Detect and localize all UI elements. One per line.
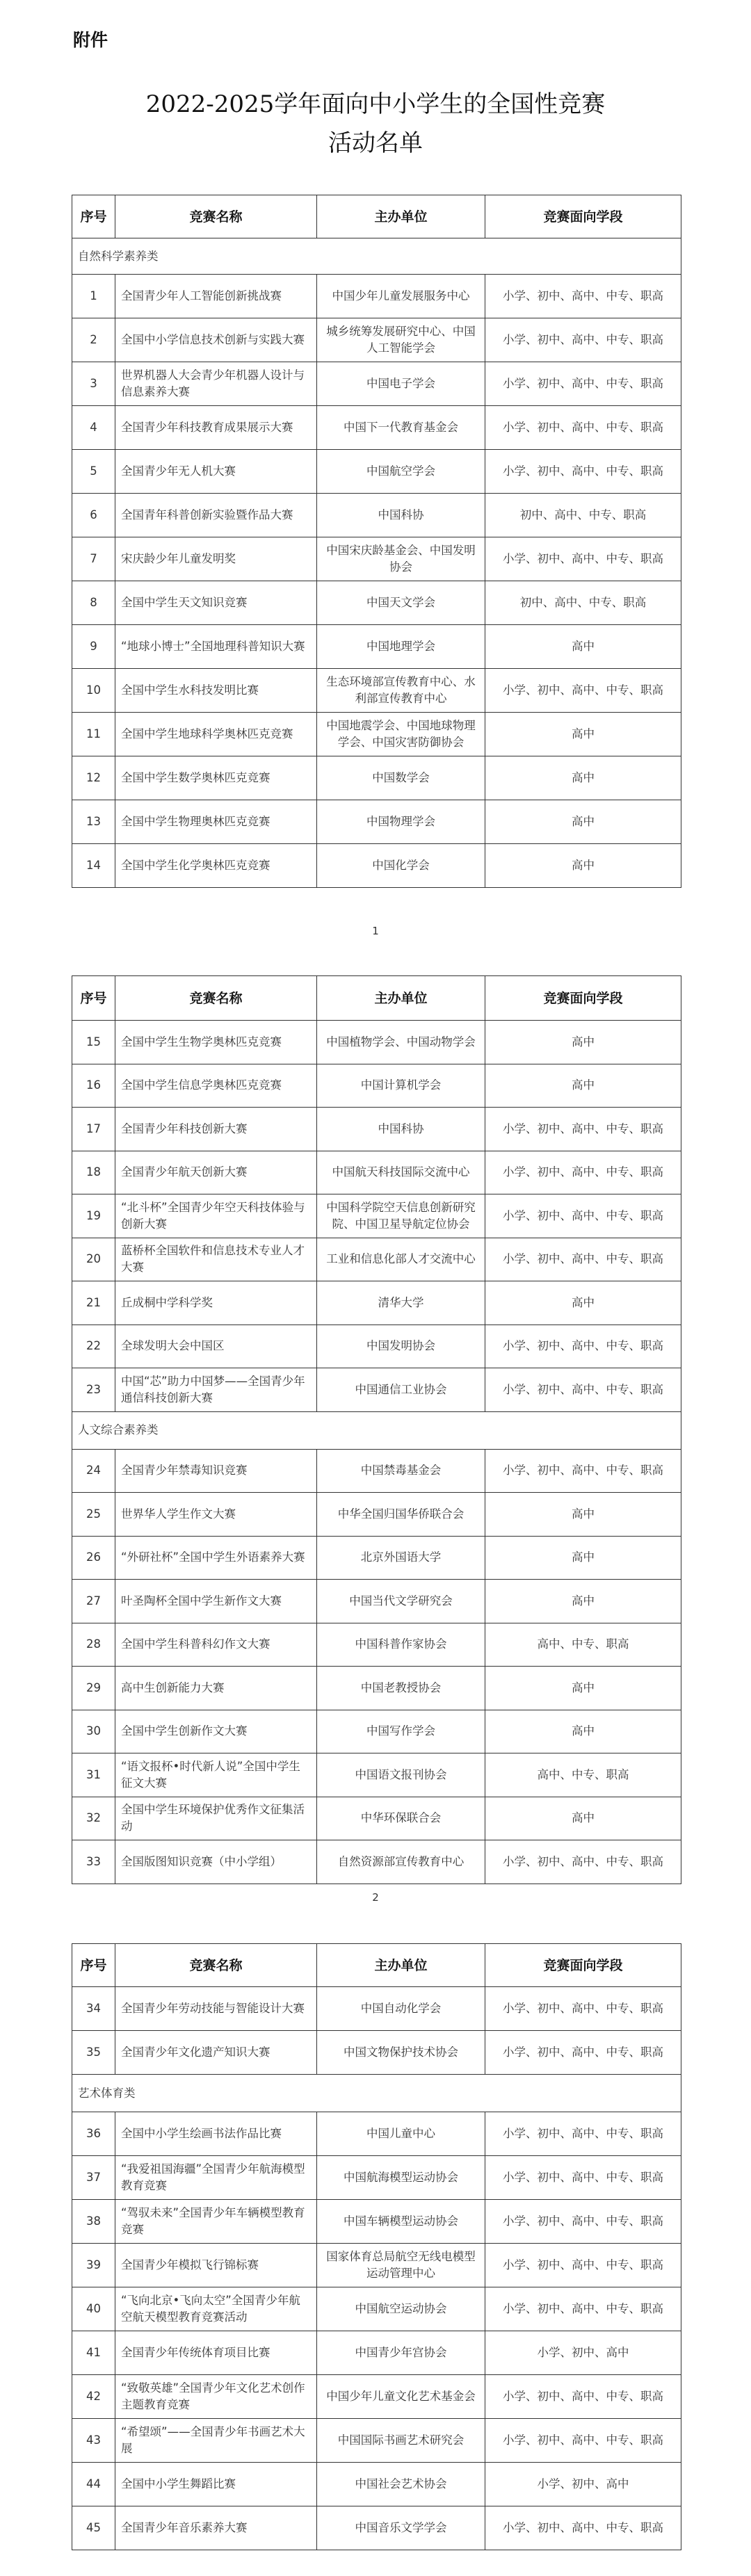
cell-organizer: 中国儿童中心 — [317, 2112, 485, 2156]
table-row — [72, 2112, 681, 2156]
cell-competition-name: “北斗杯”全国青少年空天科技体验与创新大赛 — [115, 1194, 317, 1238]
table-row — [72, 450, 681, 494]
cell-competition-name: 丘成桐中学科学奖 — [115, 1281, 317, 1325]
cell-organizer: 中国少年儿童发展服务中心 — [317, 275, 485, 318]
cell-organizer: 中国车辆模型运动协会 — [317, 2200, 485, 2244]
cell-no: 45 — [72, 2506, 115, 2550]
cell-organizer: 中国写作学会 — [317, 1710, 485, 1753]
cell-organizer: 中国航天科技国际交流中心 — [317, 1151, 485, 1194]
cell-target-level: 高中 — [485, 625, 681, 669]
cell-no: 39 — [72, 2244, 115, 2287]
cell-competition-name: “我爱祖国海疆”全国青少年航海模型教育竞赛 — [115, 2156, 317, 2200]
cell-competition-name: 全国中学生地球科学奥林匹克竞赛 — [115, 713, 317, 756]
table-row — [72, 275, 681, 318]
cell-no: 43 — [72, 2419, 115, 2463]
cell-no: 22 — [72, 1325, 115, 1368]
table-row — [72, 2244, 681, 2287]
cell-target-level: 高中 — [485, 756, 681, 800]
table-row — [72, 1449, 681, 1493]
cell-organizer: 中国科学院空天信息创新研究院、中国卫星导航定位协会 — [317, 1194, 485, 1238]
header-organizer: 主办单位 — [317, 1944, 485, 1987]
cell-organizer: 中国通信工业协会 — [317, 1368, 485, 1412]
cell-competition-name: 全国中学生信息学奥林匹克竞赛 — [115, 1064, 317, 1108]
table-row — [72, 1710, 681, 1753]
cell-target-level: 小学、初中、高中、中专、职高 — [485, 1325, 681, 1368]
cell-competition-name: 宋庆龄少年儿童发明奖 — [115, 537, 317, 581]
table-row — [72, 2463, 681, 2506]
cell-no: 32 — [72, 1797, 115, 1840]
table-row — [72, 1108, 681, 1151]
cell-organizer: 中华环保联合会 — [317, 1797, 485, 1840]
cell-competition-name: 全国中学生水科技发明比赛 — [115, 669, 317, 713]
cell-organizer: 中国化学会 — [317, 844, 485, 888]
competition-table-page-1 — [72, 195, 681, 888]
cell-competition-name: 全球发明大会中国区 — [115, 1325, 317, 1368]
cell-organizer: 中国少年儿童文化艺术基金会 — [317, 2375, 485, 2419]
cell-target-level: 小学、初中、高中 — [485, 2463, 681, 2506]
table-row — [72, 1281, 681, 1325]
cell-no: 13 — [72, 800, 115, 844]
cell-target-level: 小学、初中、高中、中专、职高 — [485, 2244, 681, 2287]
cell-no: 12 — [72, 756, 115, 800]
header-target-level: 竞赛面向学段 — [485, 195, 681, 238]
cell-no: 19 — [72, 1194, 115, 1238]
cell-organizer: 北京外国语大学 — [317, 1536, 485, 1580]
cell-target-level: 小学、初中、高中、中专、职高 — [485, 2419, 681, 2463]
cell-target-level: 小学、初中、高中、中专、职高 — [485, 1449, 681, 1493]
cell-no: 38 — [72, 2200, 115, 2244]
cell-no: 21 — [72, 1281, 115, 1325]
cell-competition-name: 全国青少年模拟飞行锦标赛 — [115, 2244, 317, 2287]
cell-organizer: 中国物理学会 — [317, 800, 485, 844]
cell-organizer: 中国计算机学会 — [317, 1064, 485, 1108]
cell-competition-name: 全国青少年科技教育成果展示大赛 — [115, 406, 317, 450]
cell-organizer: 中国电子学会 — [317, 362, 485, 406]
table-row — [72, 625, 681, 669]
header-competition-name: 竞赛名称 — [115, 1944, 317, 1987]
cell-organizer: 国家体育总局航空无线电模型运动管理中心 — [317, 2244, 485, 2287]
cell-organizer: 清华大学 — [317, 1281, 485, 1325]
cell-organizer: 中国航海模型运动协会 — [317, 2156, 485, 2200]
cell-no: 8 — [72, 581, 115, 625]
table-header-row — [72, 1944, 681, 1987]
cell-target-level: 小学、初中、高中、中专、职高 — [485, 669, 681, 713]
table-row — [72, 1840, 681, 1884]
header-no: 序号 — [72, 195, 115, 238]
cell-competition-name: “驾驭未来”全国青少年车辆模型教育竞赛 — [115, 2200, 317, 2244]
cell-competition-name: 蓝桥杯全国软件和信息技术专业人才大赛 — [115, 1238, 317, 1281]
cell-competition-name: 世界华人学生作文大赛 — [115, 1493, 317, 1537]
cell-organizer: 中华全国归国华侨联合会 — [317, 1493, 485, 1537]
cell-competition-name: 全国青年科普创新实验暨作品大赛 — [115, 494, 317, 537]
cell-no: 35 — [72, 2031, 115, 2075]
cell-target-level: 小学、初中、高中 — [485, 2331, 681, 2375]
cell-organizer: 工业和信息化部人才交流中心 — [317, 1238, 485, 1281]
cell-competition-name: 全国青少年航天创新大赛 — [115, 1151, 317, 1194]
cell-target-level: 小学、初中、高中、中专、职高 — [485, 537, 681, 581]
cell-competition-name: 全国青少年科技创新大赛 — [115, 1108, 317, 1151]
cell-no: 14 — [72, 844, 115, 888]
cell-target-level: 高中 — [485, 1580, 681, 1623]
cell-competition-name: 全国中学生化学奥林匹克竞赛 — [115, 844, 317, 888]
cell-no: 40 — [72, 2287, 115, 2331]
cell-no: 3 — [72, 362, 115, 406]
cell-competition-name: 全国青少年无人机大赛 — [115, 450, 317, 494]
cell-no: 9 — [72, 625, 115, 669]
table-row — [72, 669, 681, 713]
page-number: 1 — [372, 925, 379, 937]
table-row — [72, 1064, 681, 1108]
cell-competition-name: 高中生创新能力大赛 — [115, 1667, 317, 1710]
header-target-level: 竞赛面向学段 — [485, 976, 681, 1021]
cell-competition-name: 全国中学生创新作文大赛 — [115, 1710, 317, 1753]
table-row — [72, 2375, 681, 2419]
table-row — [72, 537, 681, 581]
table-row — [72, 1667, 681, 1710]
cell-competition-name: 全国中学生数学奥林匹克竞赛 — [115, 756, 317, 800]
cell-organizer: 中国数学会 — [317, 756, 485, 800]
table-row — [72, 1368, 681, 1412]
cell-target-level: 小学、初中、高中、中专、职高 — [485, 1987, 681, 2031]
cell-organizer: 中国社会艺术协会 — [317, 2463, 485, 2506]
header-competition-name: 竞赛名称 — [115, 976, 317, 1021]
cell-no: 34 — [72, 1987, 115, 2031]
cell-target-level: 小学、初中、高中、中专、职高 — [485, 1238, 681, 1281]
table-row — [72, 2031, 681, 2075]
table-row — [72, 844, 681, 888]
cell-competition-name: 中国“芯”助力中国梦——全国青少年通信科技创新大赛 — [115, 1368, 317, 1412]
cell-target-level: 小学、初中、高中、中专、职高 — [485, 2375, 681, 2419]
header-target-level: 竞赛面向学段 — [485, 1944, 681, 1987]
cell-organizer: 中国自动化学会 — [317, 1987, 485, 2031]
cell-target-level: 小学、初中、高中、中专、职高 — [485, 2112, 681, 2156]
cell-no: 1 — [72, 275, 115, 318]
table-header-row — [72, 195, 681, 238]
cell-competition-name: 全国青少年音乐素养大赛 — [115, 2506, 317, 2550]
cell-target-level: 初中、高中、中专、职高 — [485, 581, 681, 625]
cell-no: 28 — [72, 1623, 115, 1667]
cell-target-level: 初中、高中、中专、职高 — [485, 494, 681, 537]
cell-no: 2 — [72, 318, 115, 362]
cell-organizer: 中国发明协会 — [317, 1325, 485, 1368]
cell-no: 27 — [72, 1580, 115, 1623]
attachment-label: 附件 — [73, 30, 108, 50]
table-row — [72, 1151, 681, 1194]
cell-competition-name: 全国中小学生舞蹈比赛 — [115, 2463, 317, 2506]
table-row — [72, 318, 681, 362]
cell-no: 16 — [72, 1064, 115, 1108]
table-row — [72, 406, 681, 450]
cell-no: 7 — [72, 537, 115, 581]
cell-target-level: 高中 — [485, 1667, 681, 1710]
table-row — [72, 1580, 681, 1623]
cell-no: 33 — [72, 1840, 115, 1884]
cell-competition-name: 全国中小学生绘画书法作品比赛 — [115, 2112, 317, 2156]
cell-no: 5 — [72, 450, 115, 494]
competition-table-page-3 — [72, 1943, 681, 2550]
cell-target-level: 高中、中专、职高 — [485, 1753, 681, 1797]
cell-organizer: 中国科普作家协会 — [317, 1623, 485, 1667]
cell-target-level: 高中、中专、职高 — [485, 1623, 681, 1667]
cell-no: 41 — [72, 2331, 115, 2375]
cell-target-level: 小学、初中、高中、中专、职高 — [485, 1194, 681, 1238]
section-row — [72, 2075, 681, 2112]
cell-competition-name: 全国中学生科普科幻作文大赛 — [115, 1623, 317, 1667]
cell-target-level: 小学、初中、高中、中专、职高 — [485, 406, 681, 450]
cell-competition-name: 全国中学生物理奥林匹克竞赛 — [115, 800, 317, 844]
cell-no: 6 — [72, 494, 115, 537]
cell-organizer: 中国禁毒基金会 — [317, 1449, 485, 1493]
table-row — [72, 1238, 681, 1281]
cell-target-level: 高中 — [485, 844, 681, 888]
cell-no: 18 — [72, 1151, 115, 1194]
cell-organizer: 中国植物学会、中国动物学会 — [317, 1021, 485, 1064]
table-row — [72, 362, 681, 406]
cell-no: 11 — [72, 713, 115, 756]
table-row — [72, 1325, 681, 1368]
cell-competition-name: “飞向北京•飞向太空”全国青少年航空航天模型教育竞赛活动 — [115, 2287, 317, 2331]
table-header-row — [72, 976, 681, 1021]
cell-competition-name: 全国中学生环境保护优秀作文征集活动 — [115, 1797, 317, 1840]
section-title: 自然科学素养类 — [72, 238, 681, 275]
cell-target-level: 小学、初中、高中、中专、职高 — [485, 2287, 681, 2331]
cell-target-level: 高中 — [485, 1536, 681, 1580]
cell-competition-name: “地球小博士”全国地理科普知识大赛 — [115, 625, 317, 669]
cell-target-level: 小学、初中、高中、中专、职高 — [485, 362, 681, 406]
section-row — [72, 1411, 681, 1449]
cell-no: 44 — [72, 2463, 115, 2506]
cell-organizer: 中国地震学会、中国地球物理学会、中国灾害防御协会 — [317, 713, 485, 756]
table-row — [72, 1987, 681, 2031]
table-row — [72, 2506, 681, 2550]
cell-organizer: 中国音乐文学学会 — [317, 2506, 485, 2550]
cell-target-level: 小学、初中、高中、中专、职高 — [485, 318, 681, 362]
cell-organizer: 生态环境部宣传教育中心、水利部宣传教育中心 — [317, 669, 485, 713]
cell-no: 37 — [72, 2156, 115, 2200]
cell-no: 10 — [72, 669, 115, 713]
table-row — [72, 2200, 681, 2244]
section-title: 人文综合素养类 — [72, 1411, 681, 1449]
table-row — [72, 800, 681, 844]
cell-no: 4 — [72, 406, 115, 450]
cell-no: 30 — [72, 1710, 115, 1753]
cell-organizer: 中国航空运动协会 — [317, 2287, 485, 2331]
cell-competition-name: 全国青少年劳动技能与智能设计大赛 — [115, 1987, 317, 2031]
cell-organizer: 城乡统筹发展研究中心、中国人工智能学会 — [317, 318, 485, 362]
cell-target-level: 高中 — [485, 1281, 681, 1325]
cell-target-level: 小学、初中、高中、中专、职高 — [485, 1368, 681, 1412]
cell-organizer: 自然资源部宣传教育中心 — [317, 1840, 485, 1884]
cell-competition-name: “致敬英雄”全国青少年文化艺术创作主题教育竞赛 — [115, 2375, 317, 2419]
header-organizer: 主办单位 — [317, 195, 485, 238]
cell-organizer: 中国科协 — [317, 1108, 485, 1151]
cell-no: 31 — [72, 1753, 115, 1797]
cell-target-level: 高中 — [485, 800, 681, 844]
table-row — [72, 2331, 681, 2375]
cell-target-level: 小学、初中、高中、中专、职高 — [485, 2506, 681, 2550]
cell-competition-name: “希望颂”——全国青少年书画艺术大展 — [115, 2419, 317, 2463]
table-row — [72, 1753, 681, 1797]
table-row — [72, 1623, 681, 1667]
cell-organizer: 中国老教授协会 — [317, 1667, 485, 1710]
cell-competition-name: 世界机器人大会青少年机器人设计与信息素养大赛 — [115, 362, 317, 406]
header-organizer: 主办单位 — [317, 976, 485, 1021]
cell-no: 20 — [72, 1238, 115, 1281]
table-row — [72, 1194, 681, 1238]
cell-competition-name: 叶圣陶杯全国中学生新作文大赛 — [115, 1580, 317, 1623]
cell-target-level: 小学、初中、高中、中专、职高 — [485, 2200, 681, 2244]
cell-competition-name: 全国中小学信息技术创新与实践大赛 — [115, 318, 317, 362]
cell-organizer: 中国地理学会 — [317, 625, 485, 669]
cell-organizer: 中国青少年宫协会 — [317, 2331, 485, 2375]
table-row — [72, 1536, 681, 1580]
cell-target-level: 高中 — [485, 1064, 681, 1108]
cell-target-level: 高中 — [485, 1021, 681, 1064]
cell-target-level: 高中 — [485, 1797, 681, 1840]
table-row — [72, 1021, 681, 1064]
cell-target-level: 小学、初中、高中、中专、职高 — [485, 1151, 681, 1194]
table-row — [72, 1797, 681, 1840]
cell-competition-name: 全国青少年禁毒知识竞赛 — [115, 1449, 317, 1493]
table-row — [72, 713, 681, 756]
cell-target-level: 小学、初中、高中、中专、职高 — [485, 1840, 681, 1884]
table-row — [72, 2287, 681, 2331]
table-row — [72, 581, 681, 625]
cell-organizer: 中国当代文学研究会 — [317, 1580, 485, 1623]
cell-competition-name: “外研社杯”全国中学生外语素养大赛 — [115, 1536, 317, 1580]
header-no: 序号 — [72, 1944, 115, 1987]
cell-no: 25 — [72, 1493, 115, 1537]
table-row — [72, 756, 681, 800]
cell-target-level: 高中 — [485, 713, 681, 756]
cell-no: 23 — [72, 1368, 115, 1412]
cell-competition-name: 全国青少年人工智能创新挑战赛 — [115, 275, 317, 318]
cell-competition-name: “语文报杯•时代新人说”全国中学生征文大赛 — [115, 1753, 317, 1797]
cell-no: 15 — [72, 1021, 115, 1064]
header-competition-name: 竞赛名称 — [115, 195, 317, 238]
cell-target-level: 小学、初中、高中、中专、职高 — [485, 2031, 681, 2075]
cell-no: 29 — [72, 1667, 115, 1710]
table-row — [72, 2156, 681, 2200]
cell-no: 17 — [72, 1108, 115, 1151]
cell-organizer: 中国文物保护技术协会 — [317, 2031, 485, 2075]
table-row — [72, 1493, 681, 1537]
cell-target-level: 高中 — [485, 1710, 681, 1753]
cell-no: 26 — [72, 1536, 115, 1580]
header-no: 序号 — [72, 976, 115, 1021]
cell-no: 24 — [72, 1449, 115, 1493]
section-title: 艺术体育类 — [72, 2075, 681, 2112]
cell-target-level: 小学、初中、高中、中专、职高 — [485, 450, 681, 494]
cell-no: 42 — [72, 2375, 115, 2419]
cell-competition-name: 全国版图知识竞赛（中小学组） — [115, 1840, 317, 1884]
competition-table-page-2 — [72, 975, 681, 1884]
page-number: 2 — [372, 1891, 379, 1904]
cell-organizer: 中国航空学会 — [317, 450, 485, 494]
cell-competition-name: 全国青少年文化遗产知识大赛 — [115, 2031, 317, 2075]
cell-organizer: 中国语文报刊协会 — [317, 1753, 485, 1797]
cell-target-level: 小学、初中、高中、中专、职高 — [485, 2156, 681, 2200]
table-row — [72, 494, 681, 537]
cell-no: 36 — [72, 2112, 115, 2156]
cell-organizer: 中国国际书画艺术研究会 — [317, 2419, 485, 2463]
cell-target-level: 高中 — [485, 1493, 681, 1537]
cell-competition-name: 全国青少年传统体育项目比赛 — [115, 2331, 317, 2375]
page-title-line-1: 2022-2025学年面向中小学生的全国性竞赛 — [145, 90, 606, 118]
page-title-line-2: 活动名单 — [328, 129, 423, 157]
cell-organizer: 中国天文学会 — [317, 581, 485, 625]
cell-target-level: 小学、初中、高中、中专、职高 — [485, 1108, 681, 1151]
cell-competition-name: 全国中学生生物学奥林匹克竞赛 — [115, 1021, 317, 1064]
cell-competition-name: 全国中学生天文知识竞赛 — [115, 581, 317, 625]
cell-target-level: 小学、初中、高中、中专、职高 — [485, 275, 681, 318]
cell-organizer: 中国宋庆龄基金会、中国发明协会 — [317, 537, 485, 581]
cell-organizer: 中国下一代教育基金会 — [317, 406, 485, 450]
section-row — [72, 238, 681, 275]
cell-organizer: 中国科协 — [317, 494, 485, 537]
table-row — [72, 2419, 681, 2463]
